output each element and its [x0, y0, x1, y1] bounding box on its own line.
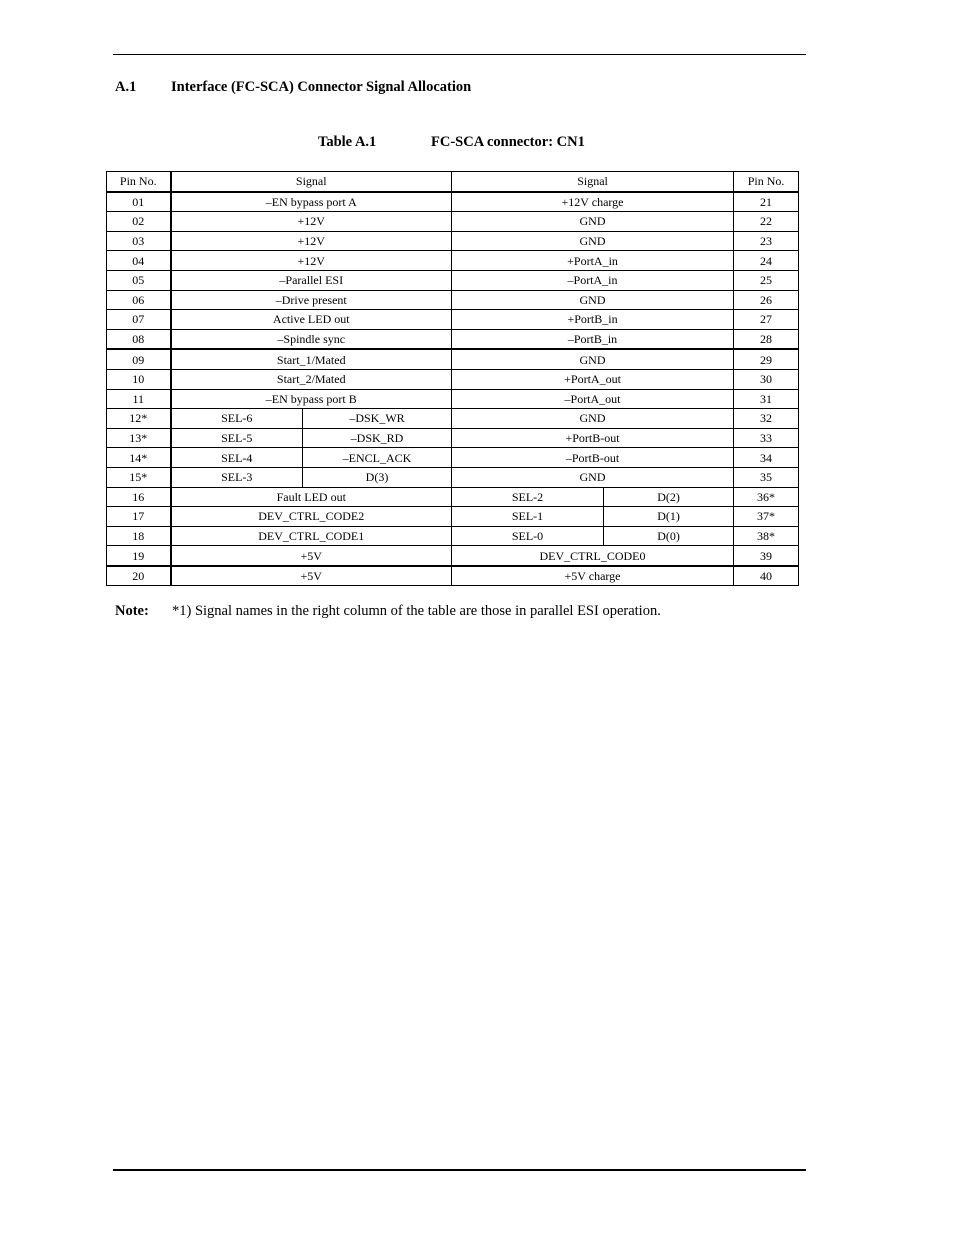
signal-right: GND	[452, 467, 734, 487]
pin-number-right: 24	[734, 251, 799, 271]
header-signal-right: Signal	[452, 172, 734, 192]
signal-left-alt: –DSK_WR	[303, 409, 452, 429]
table-row	[107, 212, 799, 232]
signal-left: Start_1/Mated	[171, 349, 452, 369]
note	[115, 603, 661, 620]
signal-right-alt: D(0)	[604, 526, 734, 546]
table-row	[107, 192, 799, 212]
signal-left: –EN bypass port A	[171, 192, 452, 212]
table-caption-label: Table A.1	[318, 134, 377, 150]
table-row	[107, 507, 799, 527]
pin-number-left: 02	[107, 212, 171, 232]
table-row	[107, 349, 799, 369]
signal-left: +12V	[171, 251, 452, 271]
signal-left: –EN bypass port B	[171, 389, 452, 409]
signal-right-sel: SEL-2	[452, 487, 604, 507]
signal-right-sel: SEL-0	[452, 526, 604, 546]
pin-number-left: 10	[107, 369, 171, 389]
pin-number-left: 01	[107, 192, 171, 212]
signal-left: –Drive present	[171, 290, 452, 310]
signal-left: Start_2/Mated	[171, 369, 452, 389]
pin-number-right: 36*	[734, 487, 799, 507]
table-row	[107, 310, 799, 330]
signal-right-alt: D(2)	[604, 487, 734, 507]
pin-number-right: 39	[734, 546, 799, 566]
table-row	[107, 270, 799, 290]
pin-number-right: 30	[734, 369, 799, 389]
page-top-rule	[113, 54, 806, 55]
pin-number-right: 29	[734, 349, 799, 369]
header-pin-right: Pin No.	[734, 172, 799, 192]
pin-number-left: 18	[107, 526, 171, 546]
signal-left: +5V	[171, 566, 452, 586]
signal-left: DEV_CTRL_CODE1	[171, 526, 452, 546]
pin-number-left: 11	[107, 389, 171, 409]
pin-number-left: 19	[107, 546, 171, 566]
pin-number-right: 22	[734, 212, 799, 232]
pin-number-right: 35	[734, 467, 799, 487]
table-row	[107, 526, 799, 546]
pin-number-right: 27	[734, 310, 799, 330]
table-row	[107, 428, 799, 448]
signal-right: +PortA_out	[452, 369, 734, 389]
signal-right: +PortA_in	[452, 251, 734, 271]
signal-left: DEV_CTRL_CODE2	[171, 507, 452, 527]
pin-number-right: 23	[734, 231, 799, 251]
pin-number-left: 17	[107, 507, 171, 527]
pin-number-left: 06	[107, 290, 171, 310]
pin-number-left: 14*	[107, 448, 171, 468]
signal-left-alt: –ENCL_ACK	[303, 448, 452, 468]
table-row	[107, 329, 799, 349]
section-title: Interface (FC-SCA) Connector Signal Allocation	[171, 79, 472, 95]
table-row	[107, 448, 799, 468]
pin-table-body	[107, 172, 799, 586]
pin-number-left: 13*	[107, 428, 171, 448]
signal-left: –Parallel ESI	[171, 270, 452, 290]
pin-number-left: 12*	[107, 409, 171, 429]
pin-number-right: 21	[734, 192, 799, 212]
signal-right: GND	[452, 409, 734, 429]
signal-right: GND	[452, 231, 734, 251]
section-heading	[115, 79, 471, 96]
signal-left-sel: SEL-5	[171, 428, 303, 448]
pin-number-left: 07	[107, 310, 171, 330]
header-pin-left: Pin No.	[107, 172, 171, 192]
signal-right-alt: D(1)	[604, 507, 734, 527]
table-caption	[318, 134, 585, 151]
pin-number-right: 28	[734, 329, 799, 349]
note-text: *1) Signal names in the right column of the table are those in parallel ESI operation.	[172, 603, 661, 619]
signal-right: –PortB_in	[452, 329, 734, 349]
header-signal-left: Signal	[171, 172, 452, 192]
signal-right: GND	[452, 212, 734, 232]
table-row	[107, 231, 799, 251]
pin-number-right: 25	[734, 270, 799, 290]
pin-number-right: 37*	[734, 507, 799, 527]
signal-left: Active LED out	[171, 310, 452, 330]
connector-pin-table	[106, 171, 799, 586]
signal-right: –PortB-out	[452, 448, 734, 468]
page-bottom-rule	[113, 1169, 806, 1171]
signal-left-alt: –DSK_RD	[303, 428, 452, 448]
table-row	[107, 290, 799, 310]
signal-right: +PortB_in	[452, 310, 734, 330]
table-row	[107, 409, 799, 429]
signal-left-sel: SEL-6	[171, 409, 303, 429]
pin-number-right: 34	[734, 448, 799, 468]
signal-left: –Spindle sync	[171, 329, 452, 349]
pin-number-right: 32	[734, 409, 799, 429]
signal-right: +5V charge	[452, 566, 734, 586]
signal-right: DEV_CTRL_CODE0	[452, 546, 734, 566]
signal-left: +12V	[171, 212, 452, 232]
pin-number-left: 03	[107, 231, 171, 251]
signal-left: +12V	[171, 231, 452, 251]
table-row	[107, 566, 799, 586]
signal-left-alt: D(3)	[303, 467, 452, 487]
signal-right: GND	[452, 349, 734, 369]
signal-right-sel: SEL-1	[452, 507, 604, 527]
pin-number-left: 20	[107, 566, 171, 586]
signal-left: Fault LED out	[171, 487, 452, 507]
table-row	[107, 251, 799, 271]
note-label: Note:	[115, 603, 149, 619]
signal-left-sel: SEL-4	[171, 448, 303, 468]
pin-number-right: 38*	[734, 526, 799, 546]
pin-number-left: 04	[107, 251, 171, 271]
signal-right: –PortA_in	[452, 270, 734, 290]
section-number: A.1	[115, 79, 137, 95]
pin-number-right: 26	[734, 290, 799, 310]
pin-number-left: 16	[107, 487, 171, 507]
signal-left: +5V	[171, 546, 452, 566]
signal-left-sel: SEL-3	[171, 467, 303, 487]
pin-number-right: 33	[734, 428, 799, 448]
pin-number-left: 15*	[107, 467, 171, 487]
signal-right: –PortA_out	[452, 389, 734, 409]
pin-number-left: 08	[107, 329, 171, 349]
table-row	[107, 487, 799, 507]
pin-number-right: 31	[734, 389, 799, 409]
table-row	[107, 467, 799, 487]
table-row	[107, 546, 799, 566]
table-caption-title: FC-SCA connector: CN1	[431, 134, 585, 150]
pin-number-left: 09	[107, 349, 171, 369]
table-header-row	[107, 172, 799, 192]
signal-right: +12V charge	[452, 192, 734, 212]
pin-number-right: 40	[734, 566, 799, 586]
signal-right: +PortB-out	[452, 428, 734, 448]
pin-number-left: 05	[107, 270, 171, 290]
table-row	[107, 389, 799, 409]
table-row	[107, 369, 799, 389]
signal-right: GND	[452, 290, 734, 310]
